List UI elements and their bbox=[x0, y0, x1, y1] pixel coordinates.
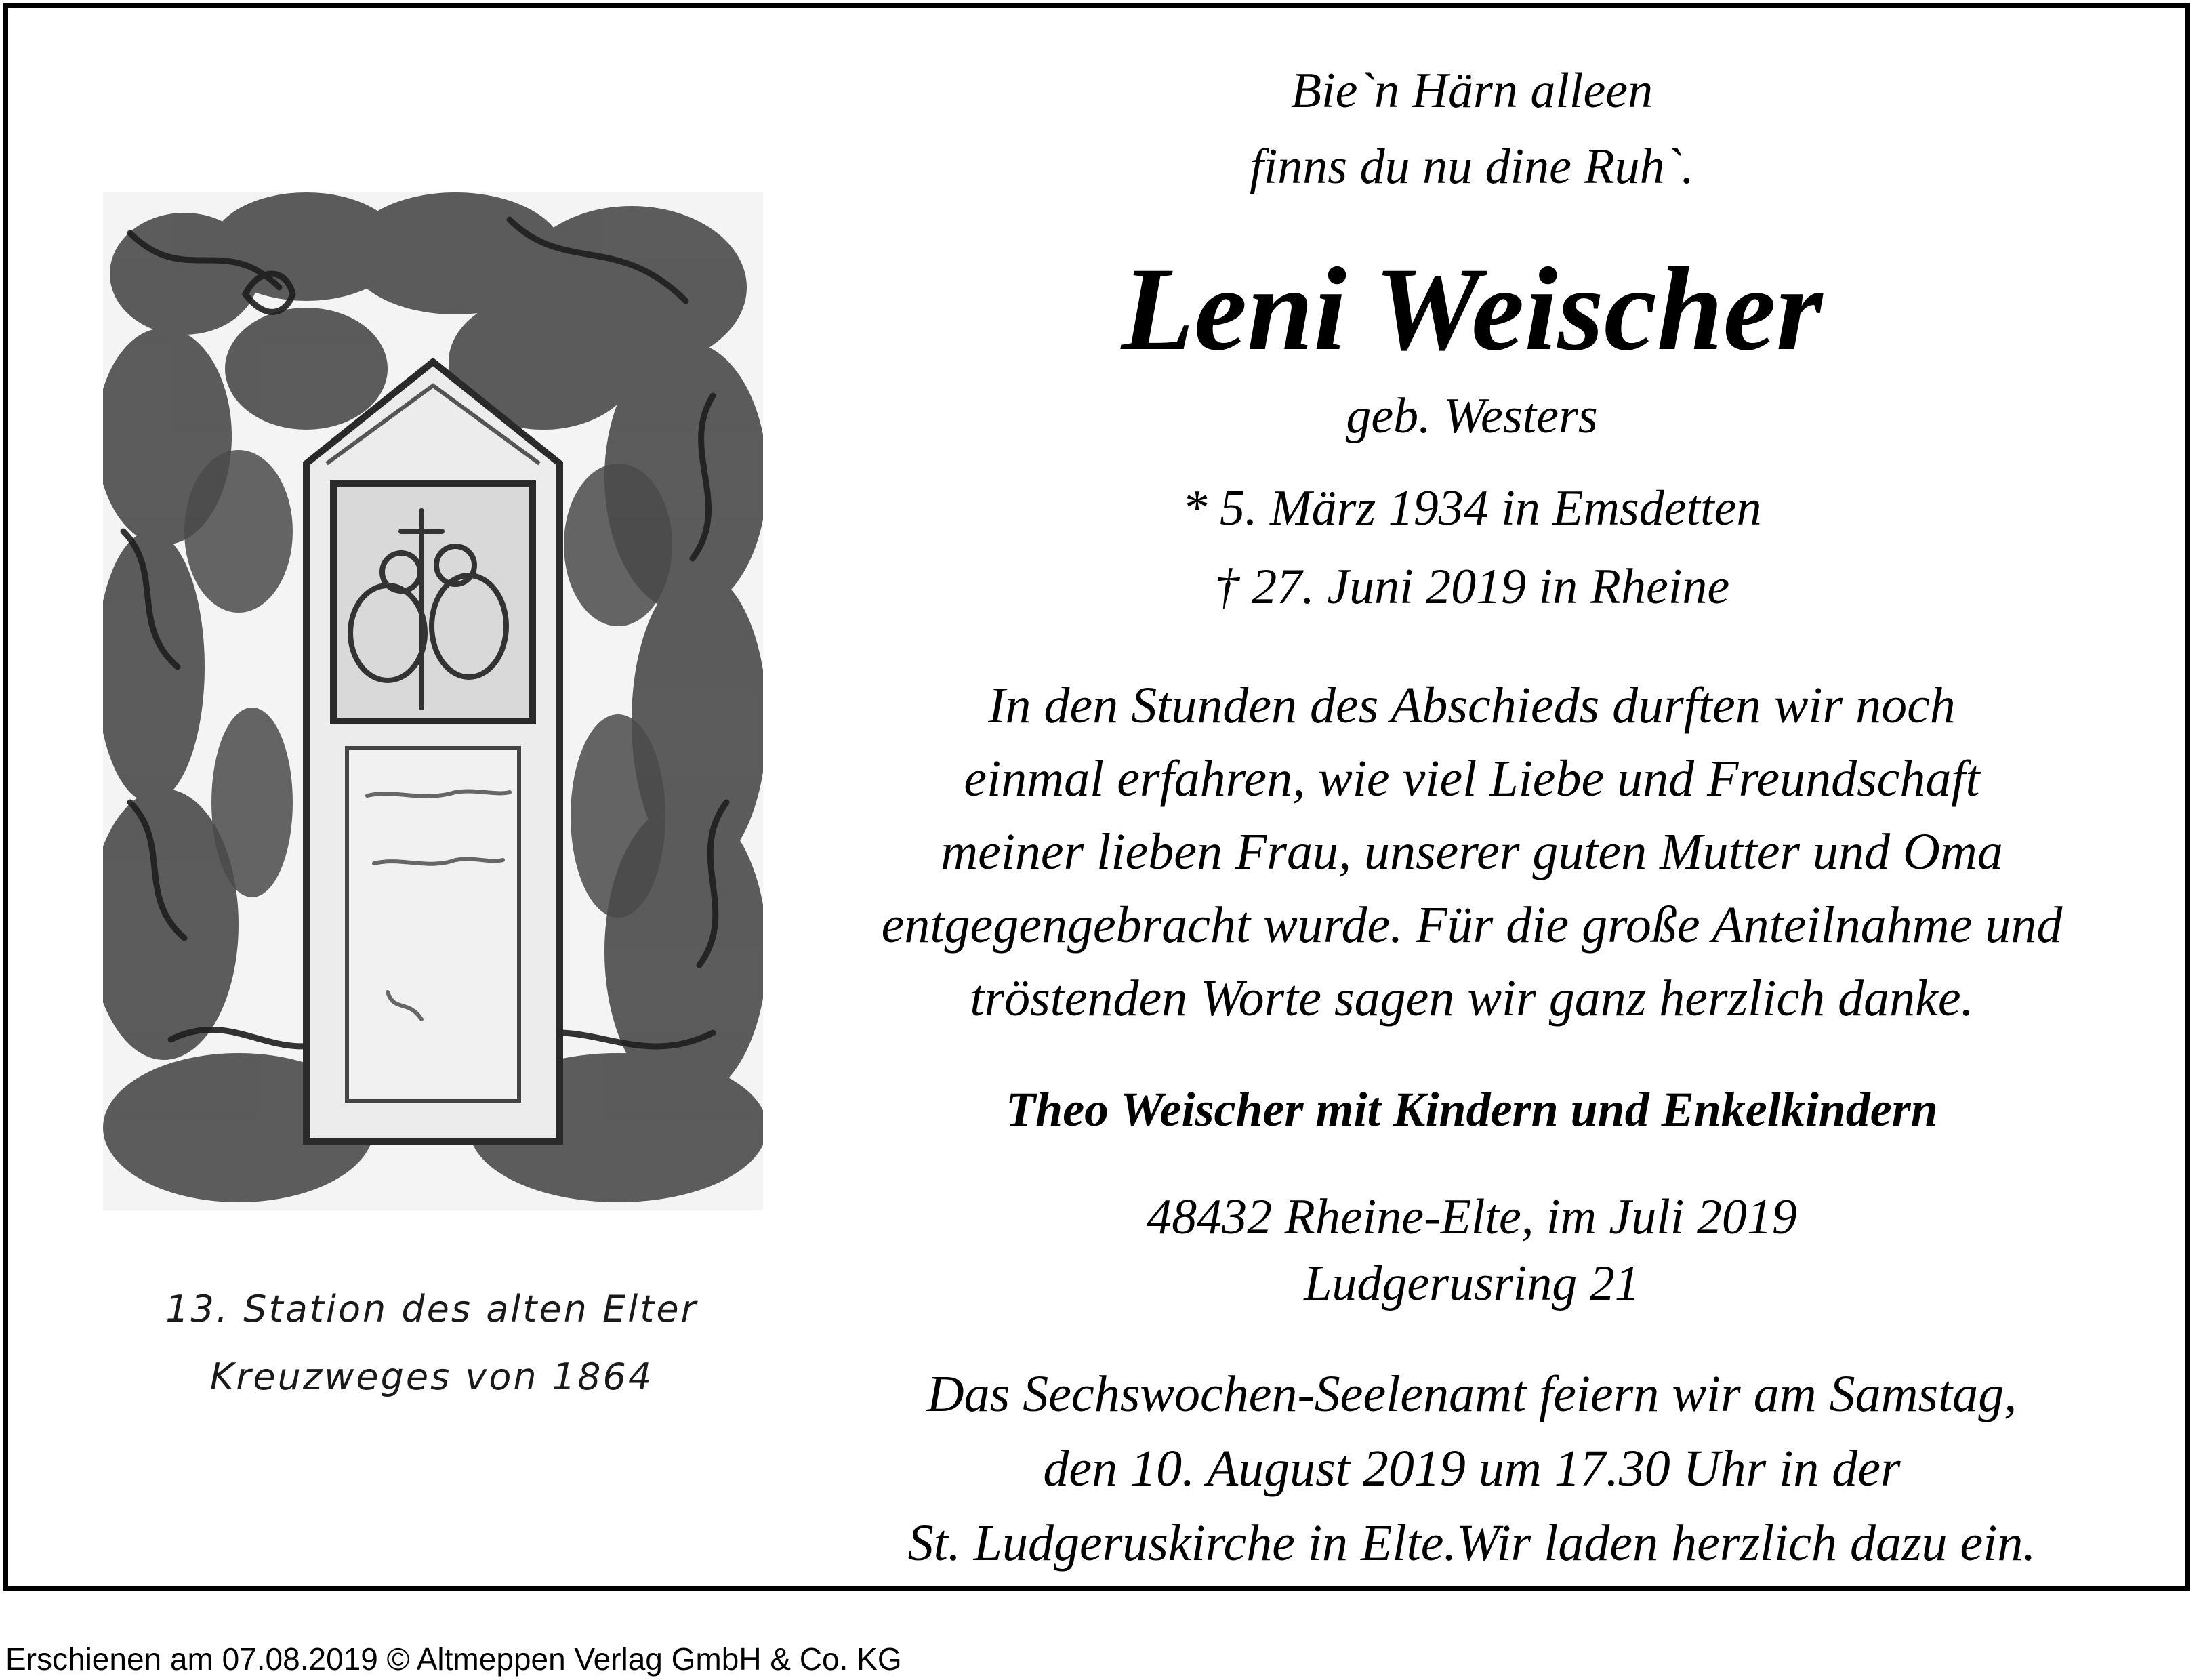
message-line: einmal erfahren, wie viel Liebe und Freundschaft bbox=[964, 750, 1980, 807]
address bbox=[794, 1184, 2149, 1317]
death-date: † 27. Juni 2019 in Rheine bbox=[1214, 559, 1730, 615]
address-line: Ludgerusring 21 bbox=[1304, 1256, 1640, 1311]
message-line: entgegengebracht wurde. Für die große Anteilnahme und bbox=[881, 897, 2063, 954]
deceased-name: Leni Weischer bbox=[1121, 243, 1823, 375]
verse-line: Bie`n Härn alleen bbox=[1290, 63, 1653, 119]
caption-line: Kreuzweges von 1864 bbox=[209, 1355, 654, 1398]
obituary-notice bbox=[3, 3, 2190, 1591]
mass-line: Das Sechswochen-Seelenamt feiern wir am Samstag, bbox=[926, 1366, 2017, 1422]
verse-line: finns du nu dine Ruh`. bbox=[1250, 139, 1694, 194]
life-dates bbox=[794, 469, 2149, 626]
message-line: meiner lieben Frau, unserer guten Mutter und Oma bbox=[941, 823, 2003, 880]
memorial-mass-info bbox=[794, 1357, 2149, 1580]
message-line: tröstenden Worte sagen wir ganz herzlich danke. bbox=[970, 970, 1974, 1027]
thank-you-message bbox=[794, 669, 2149, 1035]
address-line: 48432 Rheine-Elte, im Juli 2019 bbox=[1147, 1189, 1797, 1245]
verse bbox=[794, 53, 2149, 205]
message-line: In den Stunden des Abschieds durften wir noch bbox=[988, 677, 1956, 734]
illustration-caption bbox=[76, 1275, 787, 1411]
publication-footer: Erschienen am 07.08.2019 © Altmeppen Verlag GmbH & Co. KG bbox=[5, 1641, 902, 1677]
mass-line: St. Ludgeruskirche in Elte.Wir laden herzlich dazu ein. bbox=[907, 1515, 2036, 1572]
caption-line: 13. Station des alten Elter bbox=[165, 1288, 698, 1330]
birth-date: * 5. März 1934 in Emsdetten bbox=[1182, 480, 1762, 536]
mass-line: den 10. August 2019 um 17.30 Uhr in der bbox=[1043, 1440, 1901, 1497]
signature: Theo Weischer mit Kindern und Enkelkindern bbox=[1006, 1082, 1938, 1136]
birth-name: geb. Westers bbox=[1346, 388, 1598, 444]
wayside-shrine-sketch bbox=[103, 192, 763, 1210]
